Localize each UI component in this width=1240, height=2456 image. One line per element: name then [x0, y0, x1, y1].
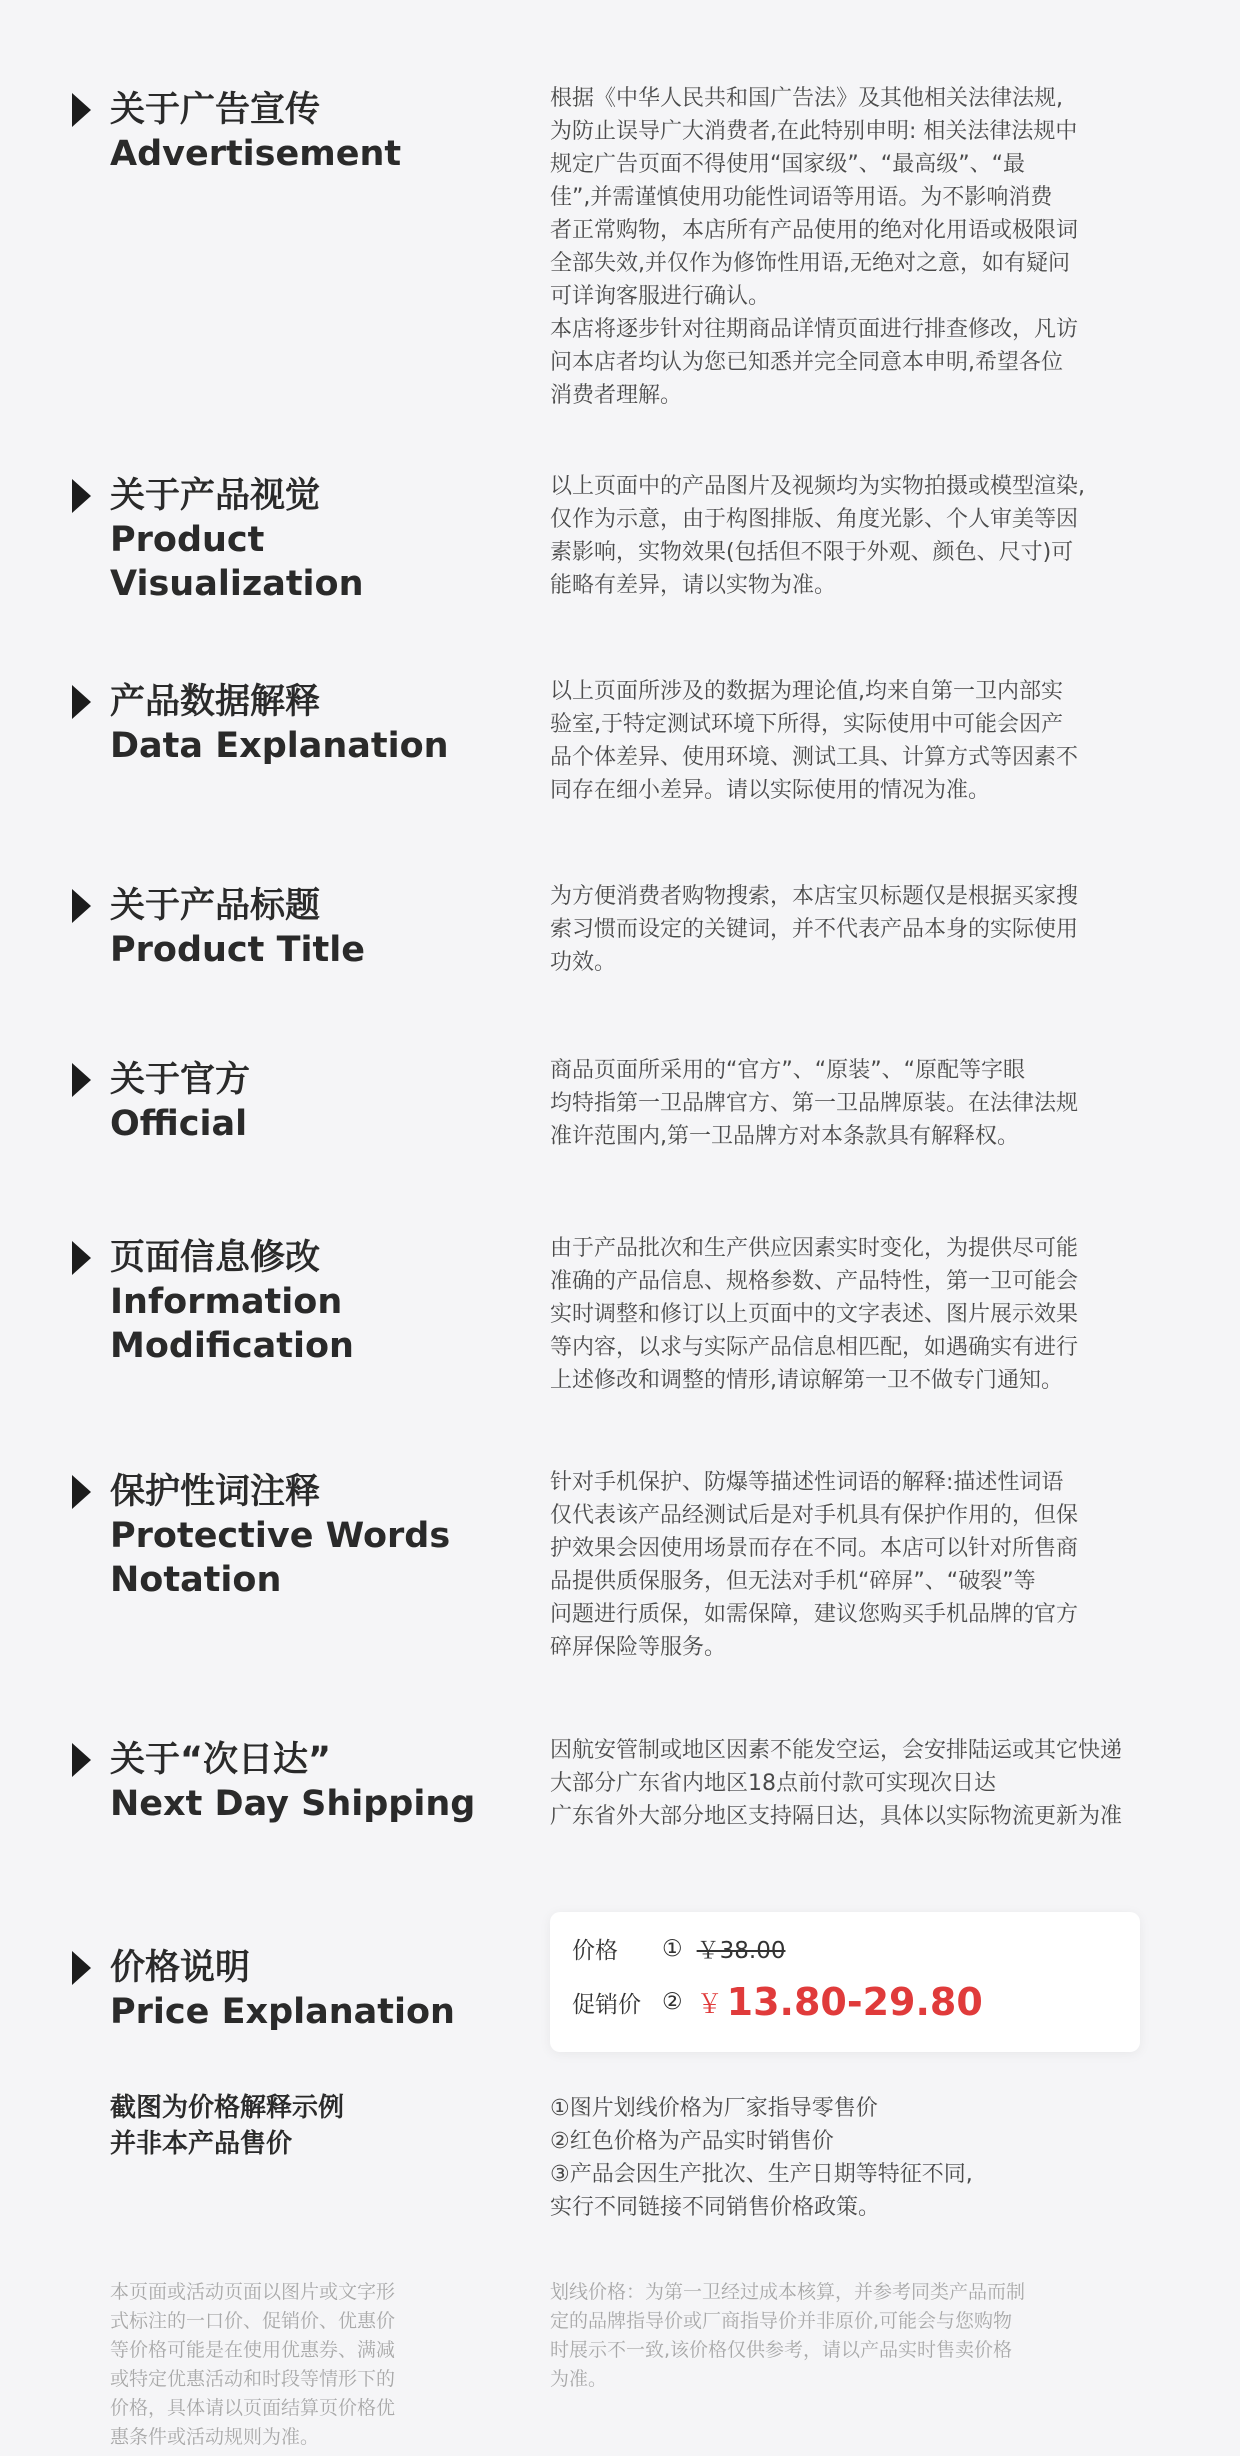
section-title-en: Product Title: [110, 930, 365, 970]
section-title-cn: 产品数据解释: [110, 682, 321, 722]
description-line: 均特指第一卫品牌官方、第一卫品牌原装。在法律法规: [550, 1091, 1079, 1116]
price-note-line: ②红色价格为产品实时销售价: [550, 2129, 834, 2154]
price-note-line: ③产品会因生产批次、生产日期等特征不同,: [550, 2162, 973, 2187]
description-line: 能略有差异，请以实物为准。: [550, 573, 837, 598]
section-title-en: Information: [110, 1282, 343, 1322]
triangle-bullet-icon: [72, 93, 91, 127]
footer-left-line: 式标注的一口价、促销价、优惠价: [110, 2310, 396, 2332]
footer-left-line: 或特定优惠活动和时段等情形下的: [110, 2368, 396, 2390]
description-line: 问本店者均认为您已知悉并完全同意本申明,希望各位: [550, 350, 1063, 375]
section-title-en: Data Explanation: [110, 726, 449, 766]
section-description: [550, 880, 1150, 979]
strikethrough-price: ￥38.00: [696, 1938, 786, 1964]
description-line: 本店将逐步针对往期商品详情页面进行排查修改，凡访: [550, 317, 1079, 342]
description-line: 因航安管制或地区因素不能发空运，会安排陆运或其它快递: [550, 1738, 1123, 1763]
description-line: 以上页面中的产品图片及视频均为实物拍摄或模型渲染,: [550, 474, 1085, 499]
section-description: [550, 1232, 1150, 1397]
description-line: 全部失效,并仅作为修饰性用语,无绝对之意，如有疑问: [550, 251, 1070, 276]
description-line: 为防止误导广大消费者,在此特别申明: 相关法律法规中: [550, 119, 1078, 144]
description-line: 规定广告页面不得使用“国家级”、“最高级”、“最: [550, 152, 1025, 177]
description-line: 可详询客服进行确认。: [550, 284, 771, 309]
original-price-label: 价格: [572, 1938, 618, 1964]
section-title-cn: 关于产品标题: [110, 886, 321, 926]
section-description: [550, 1466, 1150, 1664]
description-line: 验室,于特定测试环境下所得，实际使用中可能会因产: [550, 712, 1063, 737]
description-line: 等内容，以求与实际产品信息相匹配，如遇确实有进行: [550, 1335, 1079, 1360]
price-example-box: [550, 1912, 1140, 2052]
description-line: 佳”,并需谨慎使用功能性词语等用语。为不影响消费: [550, 185, 1053, 210]
description-line: 为方便消费者购物搜索，本店宝贝标题仅是根据买家搜: [550, 884, 1079, 909]
section-title-cn: 页面信息修改: [110, 1238, 321, 1278]
description-line: 同存在细小差异。请以实际使用的情况为准。: [550, 778, 991, 803]
description-line: 根据《中华人民共和国广告法》及其他相关法律法规,: [550, 86, 1063, 111]
section-description: [550, 1054, 1150, 1153]
section-title: [110, 88, 401, 176]
footer-right-line: 时展示不一致,该价格仅供参考，请以产品实时售卖价格: [550, 2339, 1013, 2361]
promo-price-value: 13.80-29.80: [726, 1980, 983, 2024]
section-title: [110, 1470, 450, 1602]
price-note-title-line: 截图为价格解释示例: [110, 2093, 345, 2123]
footer-left-line: 价格，具体请以页面结算页价格优: [110, 2397, 396, 2419]
section-title: [110, 1236, 354, 1368]
triangle-bullet-icon: [72, 685, 91, 719]
description-line: 问题进行质保，如需保障，建议您购买手机品牌的官方: [550, 1602, 1079, 1627]
section-title-cn: 价格说明: [110, 1948, 251, 1988]
description-line: 以上页面所涉及的数据为理论值,均来自第一卫内部实: [550, 679, 1063, 704]
section-description: [550, 470, 1150, 602]
footer-right-text: [550, 2278, 1025, 2394]
section-title: [110, 1946, 455, 2034]
section-description: [550, 675, 1150, 807]
description-line: 者正常购物，本店所有产品使用的绝对化用语或极限词: [550, 218, 1079, 243]
promo-currency: ￥: [696, 1989, 723, 2020]
section-title-cn: 保护性词注释: [110, 1472, 321, 1512]
section-description: [550, 1734, 1150, 1833]
original-price-row: [572, 1932, 785, 1965]
description-line: 碎屏保险等服务。: [550, 1635, 727, 1660]
description-line: 消费者理解。: [550, 383, 683, 408]
circled-number-1: ①: [662, 1935, 683, 1962]
section-title-cn: 关于产品视觉: [110, 476, 321, 516]
section-title-en: Price Explanation: [110, 1992, 455, 2032]
description-line: 索习惯而设定的关键词，并不代表产品本身的实际使用: [550, 917, 1079, 942]
section-title-cn: 关于广告宣传: [110, 90, 321, 130]
section-title-en: Next Day Shipping: [110, 1784, 476, 1824]
description-line: 品个体差异、使用环境、测试工具、计算方式等因素不: [550, 745, 1079, 770]
description-line: 上述修改和调整的情形,请谅解第一卫不做专门通知。: [550, 1368, 1063, 1393]
description-line: 广东省外大部分地区支持隔日达，具体以实际物流更新为准: [550, 1804, 1123, 1829]
section-title: [110, 1058, 250, 1146]
section-description: [550, 82, 1150, 412]
promo-price-label: 促销价: [572, 1991, 641, 2018]
triangle-bullet-icon: [72, 1063, 91, 1097]
description-line: 护效果会因使用场景而存在不同。本店可以针对所售商: [550, 1536, 1079, 1561]
footer-left-line: 等价格可能是在使用优惠券、满减: [110, 2339, 396, 2361]
description-line: 由于产品批次和生产供应因素实时变化，为提供尽可能: [550, 1236, 1079, 1261]
triangle-bullet-icon: [72, 1951, 91, 1985]
description-line: 功效。: [550, 950, 617, 975]
description-line: 仅作为示意，由于构图排版、角度光影、个人审美等因: [550, 507, 1079, 532]
section-title-en: Visualization: [110, 564, 364, 604]
description-line: 实时调整和修订以上页面中的文字表述、图片展示效果: [550, 1302, 1079, 1327]
price-note-line: ①图片划线价格为厂家指导零售价: [550, 2096, 878, 2121]
section-title: [110, 474, 364, 606]
promo-price-row: [572, 1980, 983, 2024]
description-line: 素影响，实物效果(包括但不限于外观、颜色、尺寸)可: [550, 540, 1074, 565]
footer-left-line: 惠条件或活动规则为准。: [110, 2426, 320, 2448]
price-note-title: [110, 2090, 344, 2162]
description-line: 商品页面所采用的“官方”、“原装”、“原配等字眼: [550, 1058, 1025, 1083]
section-title: [110, 1738, 475, 1826]
triangle-bullet-icon: [72, 889, 91, 923]
footer-right-line: 划线价格：为第一卫经过成本核算，并参考同类产品而制: [550, 2281, 1026, 2303]
description-line: 针对手机保护、防爆等描述性词语的解释:描述性词语: [550, 1470, 1064, 1495]
description-line: 准许范围内,第一卫品牌方对本条款具有解释权。: [550, 1124, 1019, 1149]
section-title-cn: 关于“次日达”: [110, 1740, 332, 1780]
price-note-desc: [550, 2092, 973, 2224]
section-title: [110, 680, 449, 768]
section-title-en: Protective Words: [110, 1516, 451, 1556]
description-line: 大部分广东省内地区18点前付款可实现次日达: [550, 1771, 996, 1796]
triangle-bullet-icon: [72, 1743, 91, 1777]
footer-right-line: 定的品牌指导价或厂商指导价并非原价,可能会与您购物: [550, 2310, 1013, 2332]
section-title-cn: 关于官方: [110, 1060, 251, 1100]
description-line: 品提供质保服务，但无法对手机“碎屏”、“破裂”等: [550, 1569, 1036, 1594]
footer-left-text: [110, 2278, 395, 2452]
price-note-line: 实行不同链接不同销售价格政策。: [550, 2195, 881, 2220]
description-line: 仅代表该产品经测试后是对手机具有保护作用的，但保: [550, 1503, 1079, 1528]
triangle-bullet-icon: [72, 1241, 91, 1275]
price-note-title-line: 并非本产品售价: [110, 2129, 293, 2159]
section-title: [110, 884, 365, 972]
description-line: 准确的产品信息、规格参数、产品特性，第一卫可能会: [550, 1269, 1079, 1294]
section-title-en: Modification: [110, 1326, 354, 1366]
section-title-en: Notation: [110, 1560, 282, 1600]
section-title-en: Product: [110, 520, 265, 560]
section-title-en: Advertisement: [110, 134, 402, 174]
circled-number-2: ②: [662, 1989, 683, 2015]
footer-right-line: 为准。: [550, 2368, 608, 2390]
triangle-bullet-icon: [72, 479, 91, 513]
footer-left-line: 本页面或活动页面以图片或文字形: [110, 2281, 396, 2303]
section-title-en: Official: [110, 1104, 248, 1144]
triangle-bullet-icon: [72, 1475, 91, 1509]
